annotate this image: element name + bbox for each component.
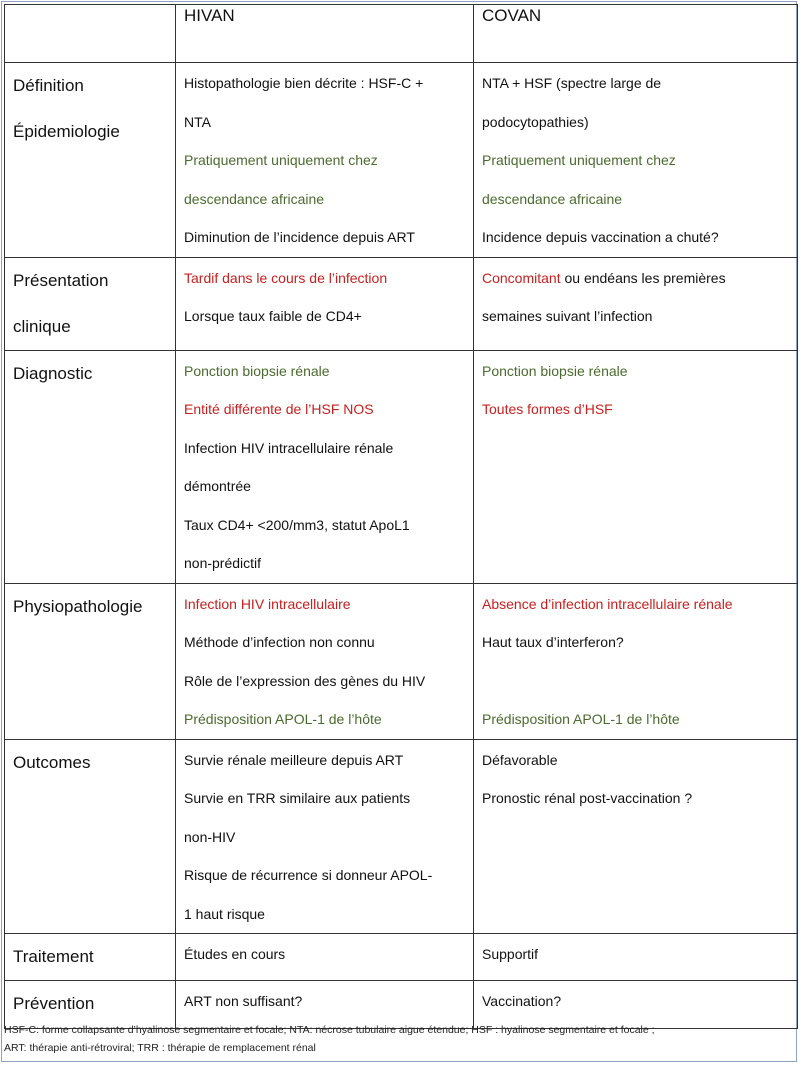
row-header — [5, 257, 176, 350]
covan-line — [482, 259, 797, 298]
covan-highlight: Concomitant — [482, 269, 561, 286]
covan-line: Haut taux d’interferon? — [482, 634, 624, 650]
covan-line: podocytopathies) — [482, 113, 589, 130]
covan-cell — [474, 63, 798, 258]
hivan-line: Survie rénale meilleure depuis ART — [184, 751, 404, 768]
covan-line: Pratiquement uniquement chez — [482, 152, 676, 168]
covan-line: Absence d’infection intracellulaire rénale — [482, 595, 733, 612]
covan-line: descendance africaine — [482, 190, 623, 207]
hivan-line: Survie en TRR similaire aux patients — [184, 790, 411, 806]
row-header — [5, 63, 176, 258]
row-header — [5, 934, 176, 981]
hivan-line: Infection HIV intracellulaire rénale — [184, 439, 394, 456]
hivan-line: ART non suffisant? — [184, 993, 303, 1009]
covan-line: Supportif — [482, 946, 539, 962]
covan-line: Défavorable — [482, 751, 558, 768]
header-hivan: HIVAN — [176, 5, 474, 63]
table-row — [5, 739, 798, 934]
header-empty-cell — [5, 5, 176, 63]
hivan-line: démontrée — [184, 478, 251, 494]
hivan-cell — [176, 583, 474, 739]
covan-line: NTA + HSF (spectre large de — [482, 75, 662, 91]
covan-cell — [474, 934, 798, 981]
hivan-line: Histopathologie bien décrite : HSF-C + — [184, 75, 424, 91]
hivan-line: Risque de récurrence si donneur APOL- — [184, 867, 433, 883]
footnote — [4, 1021, 794, 1057]
covan-cell — [474, 583, 798, 739]
covan-cell — [474, 739, 798, 934]
covan-text: ou endéans les premières — [560, 269, 726, 286]
row-header-line: Présentation — [13, 270, 109, 290]
hivan-line: Tardif dans le cours de l’infection — [184, 269, 388, 286]
row-header-line: Diagnostic — [13, 363, 93, 383]
hivan-cell — [176, 257, 474, 350]
hivan-line: descendance africaine — [184, 190, 325, 207]
hivan-line: Taux CD4+ <200/mm3, statut ApoL1 — [184, 516, 410, 533]
hivan-line: Diminution de l’incidence depuis ART — [184, 229, 415, 245]
covan-line: Incidence depuis vaccination a chuté? — [482, 229, 719, 245]
covan-line: Vaccination? — [482, 993, 562, 1009]
covan-line: Ponction biopsie rénale — [482, 362, 628, 379]
row-header — [5, 583, 176, 739]
hivan-cell — [176, 934, 474, 981]
hivan-line: Rôle de l’expression des gènes du HIV — [184, 672, 426, 689]
covan-line: Toutes formes d’HSF — [482, 401, 613, 417]
hivan-line: Ponction biopsie rénale — [184, 362, 330, 379]
row-header-line: clinique — [13, 316, 71, 336]
row-header-line: Définition — [13, 76, 84, 95]
table-row — [5, 350, 798, 583]
row-header — [5, 350, 176, 583]
covan-line: Pronostic rénal post-vaccination ? — [482, 790, 693, 806]
covan-cell — [474, 350, 798, 583]
hivan-line: NTA — [184, 113, 211, 130]
table-row — [5, 63, 798, 258]
hivan-line: Entité différente de l’HSF NOS — [184, 401, 374, 417]
hivan-line: 1 haut risque — [184, 905, 265, 922]
blank-line — [482, 662, 797, 701]
row-header-line: Outcomes — [13, 752, 91, 772]
row-header — [5, 739, 176, 934]
header-row — [5, 5, 798, 63]
header-covan: COVAN — [474, 5, 798, 63]
hivan-line: Lorsque taux faible de CD4+ — [184, 308, 362, 324]
table-row — [5, 583, 798, 739]
covan-line: semaines suivant l’infection — [482, 308, 653, 324]
hivan-cell — [176, 739, 474, 934]
footnote-line-2: ART: thérapie anti-rétroviral; TRR : thérapie de remplacement rénal — [4, 1042, 316, 1054]
row-header-line: Prévention — [13, 994, 95, 1013]
hivan-line: Méthode d’infection non connu — [184, 634, 375, 650]
table-row — [5, 257, 798, 350]
covan-line: Prédisposition APOL-1 de l’hôte — [482, 711, 680, 727]
comparison-table — [4, 4, 798, 1029]
hivan-line: non-prédictif — [184, 555, 262, 571]
table-row — [5, 934, 798, 981]
row-header-line: Traitement — [13, 947, 94, 966]
footnote-line-1: HSF-C: forme collapsante d’hyalinose segmentaire et focale; NTA: nécrose tubulaire aigue étendue; HSF : hyalinose segmentaire et focale ; — [4, 1024, 655, 1036]
hivan-line: non-HIV — [184, 828, 236, 845]
row-header-line: Épidemiologie — [13, 122, 120, 141]
hivan-cell — [176, 350, 474, 583]
hivan-line: Prédisposition APOL-1 de l’hôte — [184, 711, 382, 727]
hivan-line: Infection HIV intracellulaire — [184, 595, 351, 612]
covan-cell — [474, 257, 798, 350]
row-header-line: Physiopathologie — [13, 596, 143, 616]
hivan-line: Pratiquement uniquement chez — [184, 152, 378, 168]
hivan-cell — [176, 63, 474, 258]
hivan-line: Études en cours — [184, 946, 286, 962]
